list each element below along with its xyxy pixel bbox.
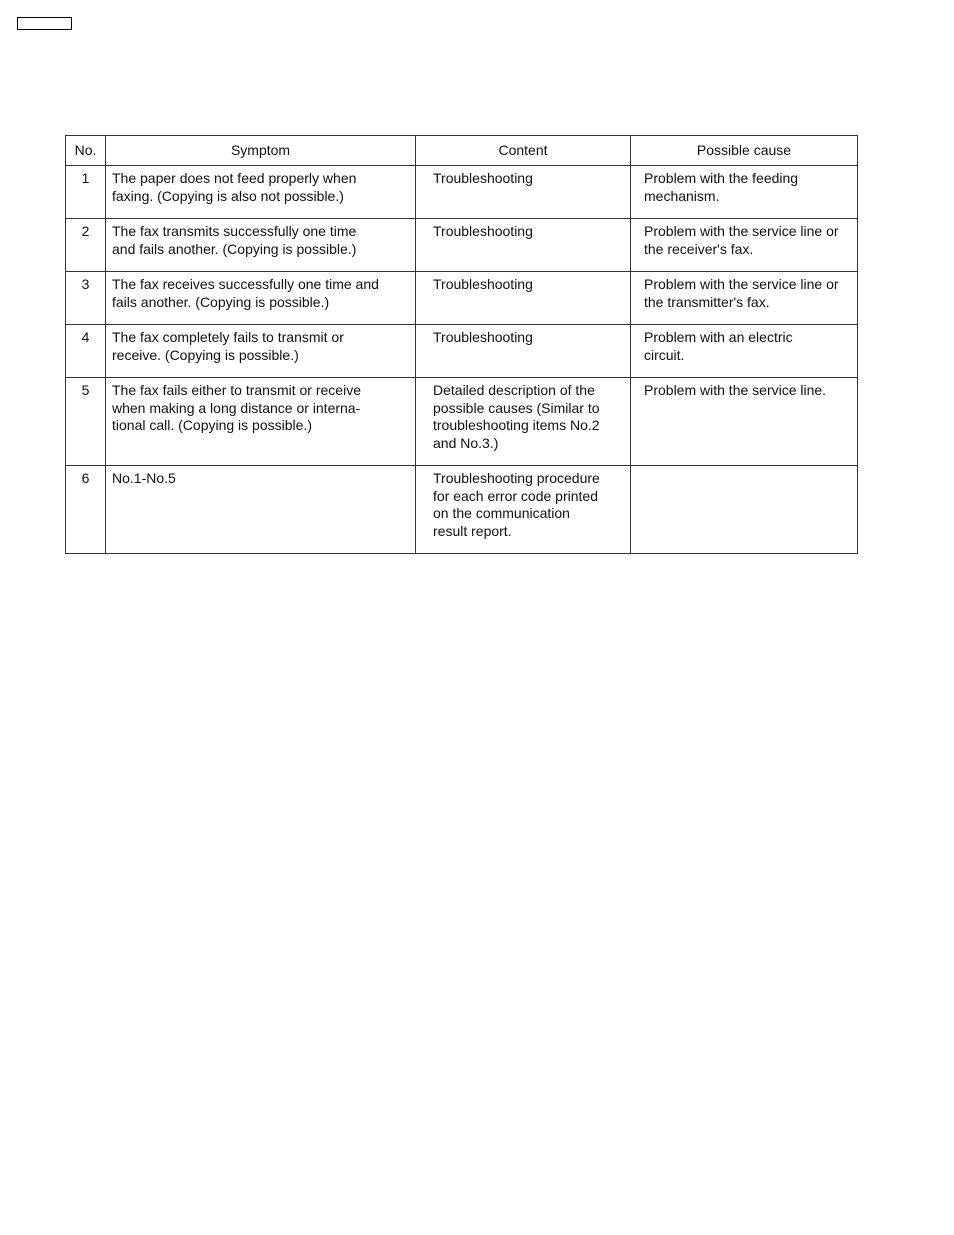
symptom-text: The paper does not feed properly when faxing. (Copying is also not possible.) <box>112 170 357 204</box>
row-number: 4 <box>66 325 106 378</box>
cause-text: Problem with the service line or the transmitter's fax. <box>644 276 839 310</box>
cause-cell <box>631 166 858 219</box>
content-text: Troubleshooting <box>433 223 533 239</box>
cause-cell <box>631 378 858 466</box>
symptom-cell <box>106 325 416 378</box>
cause-text: Problem with the service line. <box>644 382 827 398</box>
symptom-text: The fax receives successfully one time and fails another. (Copying is possible.) <box>112 276 379 310</box>
header-content: Content <box>416 136 631 166</box>
table-row <box>66 378 858 466</box>
content-text: Troubleshooting <box>433 276 533 292</box>
header-no: No. <box>66 136 106 166</box>
symptom-cell <box>106 219 416 272</box>
content-text: Troubleshooting <box>433 170 533 186</box>
row-number: 5 <box>66 378 106 466</box>
row-number: 2 <box>66 219 106 272</box>
cause-text: Problem with an electric circuit. <box>644 329 793 363</box>
symptom-cell <box>106 166 416 219</box>
table-row <box>66 219 858 272</box>
content-text: Troubleshooting procedure for each error code printed on the communication result report. <box>433 470 600 539</box>
symptom-cell <box>106 466 416 554</box>
table-row <box>66 272 858 325</box>
cause-text: Problem with the service line or the receiver's fax. <box>644 223 839 257</box>
table-header-row <box>66 136 858 166</box>
content-text: Detailed description of the possible causes (Similar to troubleshooting items No.2 and No.3.) <box>433 382 600 451</box>
cause-cell <box>631 272 858 325</box>
symptom-text: The fax fails either to transmit or receive when making a long distance or interna- tional call. (Copying is possible.) <box>112 382 361 433</box>
content-cell <box>416 325 631 378</box>
symptom-text: The fax transmits successfully one time and fails another. (Copying is possible.) <box>112 223 357 257</box>
symptom-cell <box>106 272 416 325</box>
table-row <box>66 466 858 554</box>
row-number: 1 <box>66 166 106 219</box>
cause-text: Problem with the feeding mechanism. <box>644 170 799 204</box>
content-text: Troubleshooting <box>433 329 533 345</box>
row-number: 6 <box>66 466 106 554</box>
content-cell <box>416 272 631 325</box>
table-row <box>66 325 858 378</box>
cause-cell <box>631 325 858 378</box>
symptom-text: The fax completely fails to transmit or receive. (Copying is possible.) <box>112 329 344 363</box>
troubleshooting-table <box>65 135 858 554</box>
cause-cell <box>631 466 858 554</box>
row-number: 3 <box>66 272 106 325</box>
content-cell <box>416 378 631 466</box>
symptom-cell <box>106 378 416 466</box>
header-label-box <box>17 17 72 30</box>
symptom-text: No.1-No.5 <box>112 470 176 486</box>
header-symptom: Symptom <box>106 136 416 166</box>
content-cell <box>416 166 631 219</box>
content-cell <box>416 219 631 272</box>
header-possible-cause: Possible cause <box>631 136 858 166</box>
cause-cell <box>631 219 858 272</box>
content-cell <box>416 466 631 554</box>
table-row <box>66 166 858 219</box>
